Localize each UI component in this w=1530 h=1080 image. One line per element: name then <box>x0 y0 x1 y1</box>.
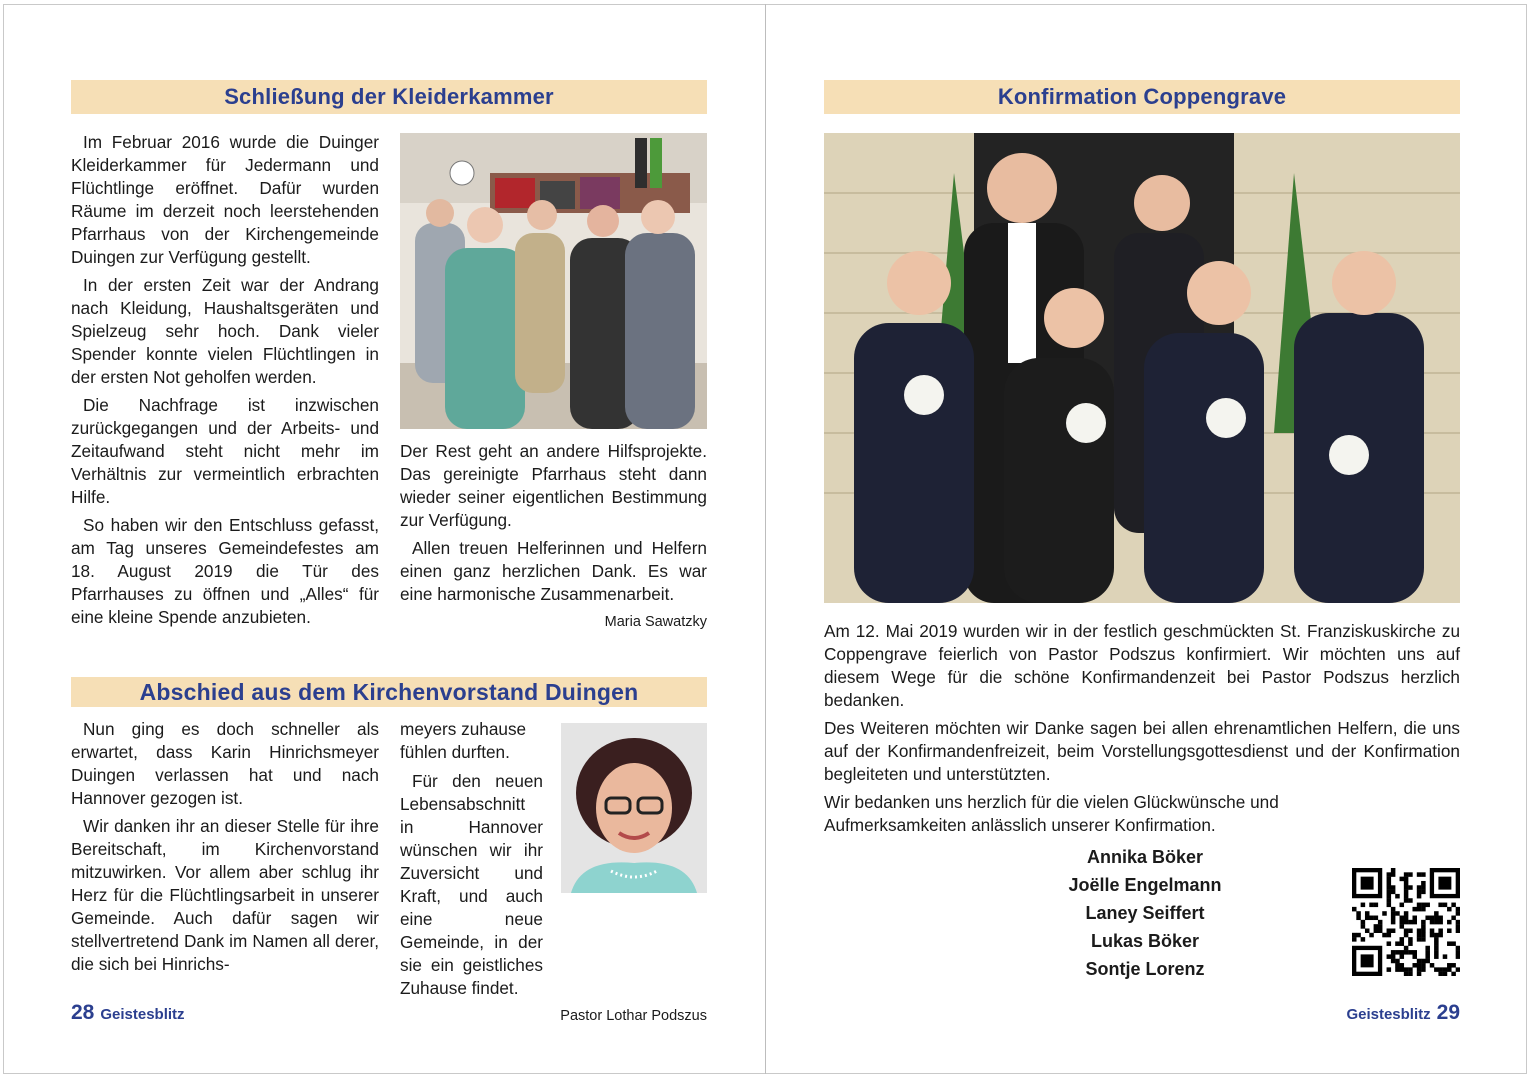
page-number-left: 28 <box>71 1001 95 1024</box>
article2-title-text: Abschied aus dem Kirchenvorstand Duingen <box>139 678 639 705</box>
article2-col1-p2: Wir danken ihr an dieser Stelle für ihre Bereitschaft, im Kirchenvorstand mitzuwirken. Vor allem aber schlug ihr Herz für die Flüchtlingsarbeit in unserer Gemeinde. Auch dafür sagen wir stellvertretend Dank im Namen all derer, die sich bei Hinrichs- <box>71 816 379 974</box>
article1-col2-p2: Allen treuen Helferinnen und Helfern einen ganz herzlichen Dank. Es war eine harmonische Zusammenarbeit. <box>400 538 707 604</box>
article1-col1-p3: Die Nachfrage ist inzwischen zurückgegangen und der Arbeits- und Zeitaufwand steht nicht mehr im Verhältnis zur vermeintlich erbrachten Hilfe. <box>71 395 379 507</box>
footer-left <box>71 1001 185 1025</box>
article1-column-1 <box>71 131 379 634</box>
article2-author: Pastor Lothar Podszus <box>560 1008 707 1024</box>
article2-col1-p1: Nun ging es doch schneller als erwartet, dass Karin Hinrichsmeyer Duingen verlassen hat und nach Hannover gezogen ist. <box>71 719 379 808</box>
page-number-right: 29 <box>1436 1001 1460 1024</box>
article1-col1-p1: Im Februar 2016 wurde die Duinger Kleiderkammer für Jedermann und Flüchtlinge eröffnet. Dafür wurden Räume im derzeit noch leerstehenden Pfarrhaus von der Kirchengemeinde Duingen zur Verfügung gestellt. <box>71 132 379 267</box>
name-5: Sontje Lorenz <box>1085 959 1205 979</box>
kleiderkammer-photo-image <box>400 133 707 429</box>
name-4: Lukas Böker <box>1090 931 1200 951</box>
article2-column-2-top <box>400 718 543 769</box>
name-1: Annika Böker <box>1086 847 1204 867</box>
article1-title-text: Schließung der Kleiderkammer <box>224 84 554 109</box>
page-gutter <box>765 4 766 1074</box>
konfirmation-p2: Des Weiteren möchten wir Danke sagen bei allen ehrenamtlichen Helfern, die uns auf der Konfirmandenfreizeit, beim Vorstellungsgottesdienst und der Konfirmation begleiteten und unterstützten. <box>824 718 1460 784</box>
magazine-name-right: Geistesblitz <box>1346 1006 1431 1023</box>
article2-title <box>71 677 707 707</box>
article2-col2-p1: meyers zuhause fühlen durften. <box>400 719 527 762</box>
konfirmation-p3: Wir bedanken uns herzlich für die vielen Glückwünsche und Aufmerksamkeiten anlässlich unserer Konfirmation. <box>824 792 1279 835</box>
article2-column-1 <box>71 718 379 981</box>
article1-col2-p1: Der Rest geht an andere Hilfsprojekte. Das gereinigte Pfarrhaus steht dann wieder seiner eigentlichen Bestimmung zur Verfügung. <box>400 441 707 530</box>
article1-title <box>71 80 707 114</box>
article2-col2-p2: Für den neuen Lebensabschnitt in Hannover wünschen wir ihr Zuversicht und Kraft, und auch eine neue Gemeinde, in der sie ein geistliches Zuhause findet. <box>400 771 543 998</box>
konfirmation-title <box>824 80 1460 114</box>
qr-code-icon <box>1352 868 1460 976</box>
magazine-name-left: Geistesblitz <box>100 1006 185 1023</box>
kleiderkammer-photo <box>400 133 707 429</box>
konfirmation-title-text: Konfirmation Coppengrave <box>997 84 1287 109</box>
article1-col1-p4: So haben wir den Entschluss gefasst, am Tag unseres Gemeindefestes am 18. August 2019 die Tür des Pfarrhauses zu öffnen und „Alles“ für eine kleine Spende anzubieten. <box>71 515 379 627</box>
konfirmation-photo <box>824 133 1460 603</box>
footer-right <box>1346 1001 1460 1025</box>
name-3: Laney Seiffert <box>1085 903 1205 923</box>
konfirmation-text <box>824 620 1460 842</box>
name-2: Joëlle Engelmann <box>1068 875 1222 895</box>
article1-author: Maria Sawatzky <box>604 614 707 630</box>
konfirmation-photo-image <box>824 133 1460 603</box>
article1-col1-p2: In der ersten Zeit war der Andrang nach Kleidung, Haushaltsgeräten und Spielzeug sehr hoch. Dank vieler Spender konnte vielen Flüchtlingen in der ersten Not geholfen werden. <box>71 275 379 387</box>
article2-column-2 <box>400 770 707 1033</box>
article1-column-2 <box>400 440 707 639</box>
konfirmation-p1: Am 12. Mai 2019 wurden wir in der festlich geschmückten St. Franziskuskirche zu Coppengrave feierlich von Pastor Podszus konfirmiert. Wir möchten uns auf diesem Wege für die schöne Konfirmandenzeit bei Pastor Podszus herzlich bedanken. <box>824 621 1460 710</box>
qr-code[interactable] <box>1352 868 1460 976</box>
konfirmanden-names <box>1010 843 1280 983</box>
